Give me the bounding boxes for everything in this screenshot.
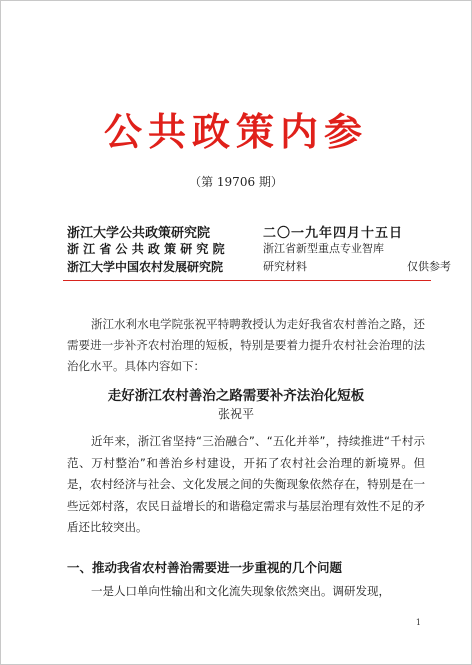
material-type-label: 研究材料 <box>263 260 307 273</box>
reference-only-label: 仅供参考 <box>407 260 451 273</box>
section-heading-1: 一、推动我省农村善治需要进一步重视的几个问题 <box>67 560 343 575</box>
org-name-2: 浙 江 省 公 共 政 策 研 究 院 <box>67 242 225 256</box>
publication-date: 二〇一九年四月十五日 <box>263 226 404 241</box>
article-title: 走好浙江农村善治之路需要补齐法治化短板 <box>107 388 365 404</box>
page-number: 1 <box>415 618 421 627</box>
intro-paragraph: 浙江水利水电学院张祝平特聘教授认为走好我省农村善治之路，还需要进一步补齐农村治理的短板，特别是要着力提升农村社会治理的法治化水平。具体内容如下： <box>67 317 425 373</box>
body-paragraph-2: 一是人口单向性输出和文化流失现象依然突出。调研发现， <box>91 584 390 598</box>
article-author: 张祝平 <box>217 407 254 421</box>
org-name-1: 浙江大学公共政策研究院 <box>67 226 211 241</box>
issue-number: （第 19706 期） <box>189 175 283 189</box>
header-divider <box>63 280 431 281</box>
masthead-title: 公共政策内参 <box>103 109 368 154</box>
body-paragraph-1: 近年来，浙江省坚持“三治融合”、“五化并举”，持续推进“千村示范、万村整治”和善治乡村建设，开拓了农村社会治理的新境界。但是，农村经济与社会、文化发展之间的失衡现象依然存在，特别是在一些远郊村落，农民日益增长的和谐稳定需求与基层治理有效性不足的矛盾还比较突出。 <box>67 434 425 534</box>
think-tank-label: 浙江省新型重点专业智库 <box>263 242 384 255</box>
org-name-3: 浙江大学中国农村发展研究院 <box>67 260 224 274</box>
